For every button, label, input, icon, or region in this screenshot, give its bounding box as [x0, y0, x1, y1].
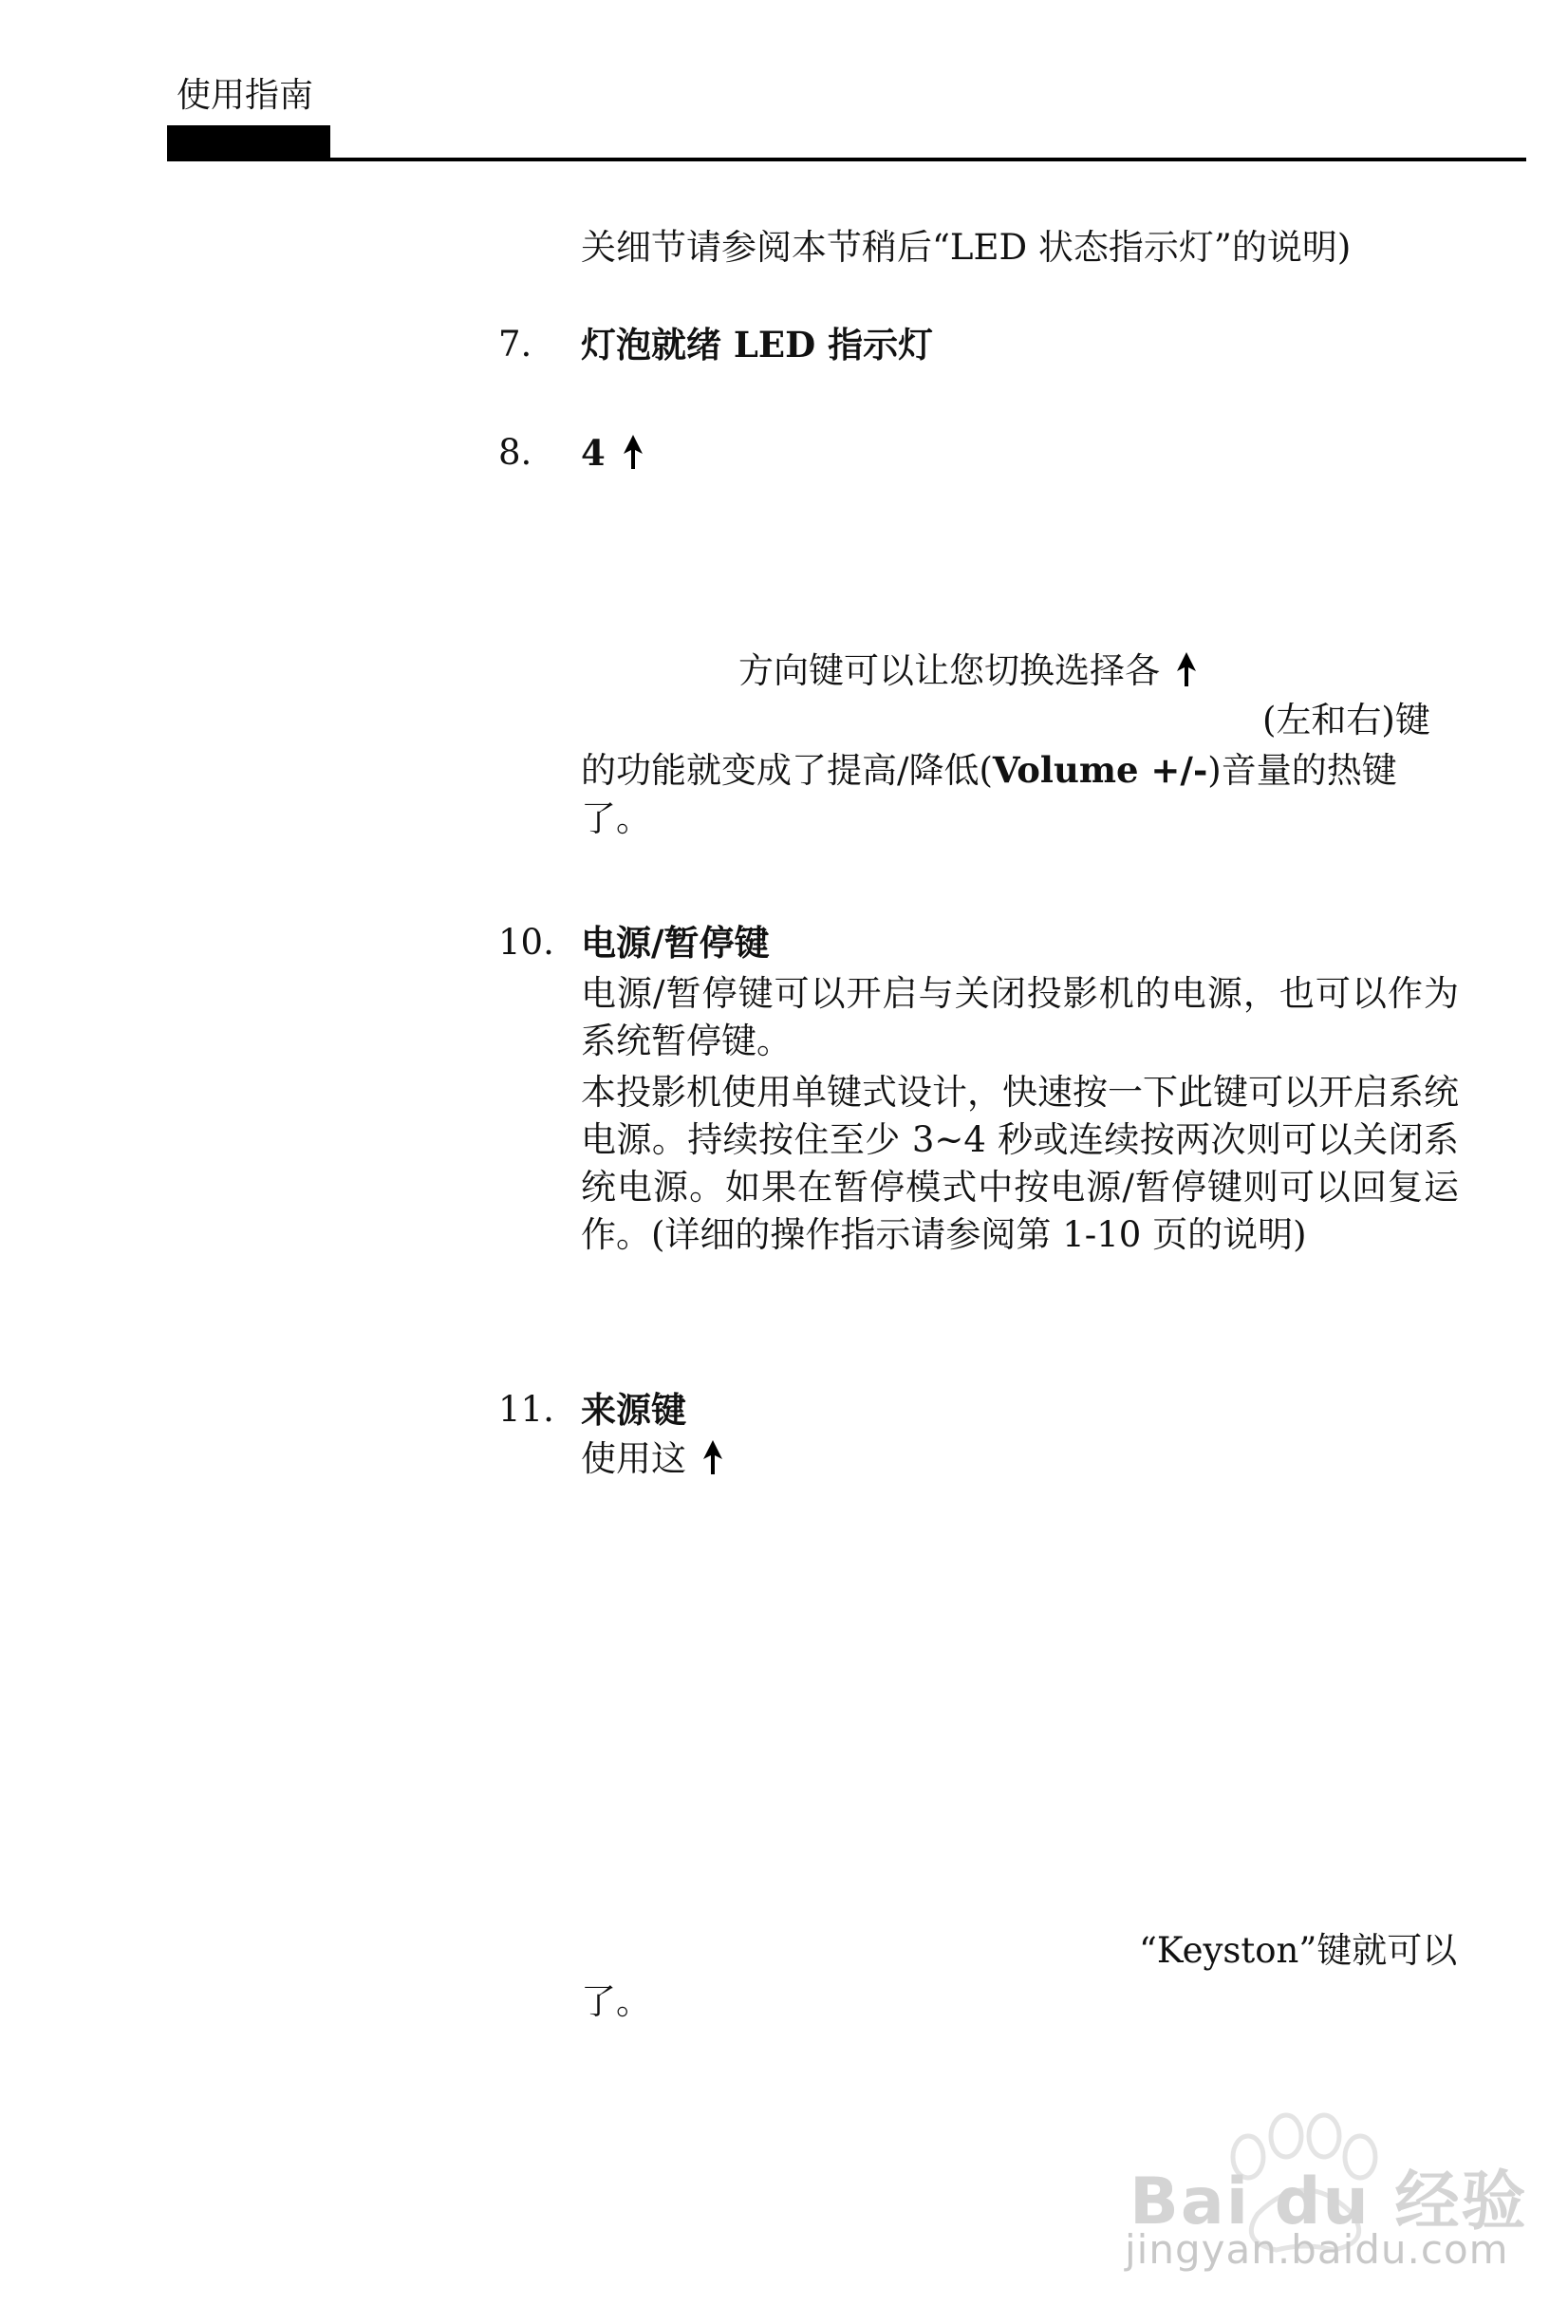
continuation-line: 关细节请参阅本节稍后“LED 状态指示灯”的说明): [581, 227, 1352, 268]
item-10-body-1: 电源/暂停键可以开启与关闭投影机的电源，也可以作为系统暂停键。: [581, 973, 1459, 1061]
item-8-line-3a: 的功能就变成了提高/降低(: [581, 750, 993, 791]
item-8-line-2: (左和右)键: [1262, 700, 1430, 740]
item-7-number: 7.: [498, 324, 532, 365]
header-rule: [330, 158, 1526, 161]
arrow-up-icon: [1175, 652, 1198, 686]
item-8-line-4: 了。: [581, 798, 651, 839]
item-11-title: 来源键: [581, 1389, 686, 1431]
item-10-title: 电源/暂停键: [581, 922, 770, 964]
item-8-number: 8.: [498, 432, 532, 473]
item-7-title: 灯泡就绪 LED 指示灯: [581, 324, 934, 365]
watermark-brand: Bai du 经验: [1129, 2165, 1528, 2240]
arrow-up-icon: [622, 435, 644, 469]
item-8-title-text: 4: [581, 432, 606, 474]
item-8-line-1-text: 方向键可以让您切换选择各: [738, 650, 1160, 691]
keystone-line-1: “Keyston”键就可以: [1139, 1930, 1458, 1971]
header-bar: [167, 125, 330, 161]
item-8-line-3c: )音量的热键: [1207, 750, 1397, 791]
item-10-number: 10.: [498, 922, 554, 963]
header-title: 使用指南: [177, 76, 314, 115]
item-8-line-1: [738, 647, 1198, 695]
item-11-body: [581, 1435, 724, 1483]
item-8-title: [581, 429, 644, 477]
keystone-line-2: 了。: [581, 1981, 651, 2022]
arrow-up-icon: [701, 1440, 724, 1474]
item-11-body-text: 使用这: [581, 1438, 686, 1479]
item-8-volume-label: Volume +/-: [992, 749, 1208, 791]
watermark-url: jingyan.baidu.com: [1125, 2226, 1509, 2273]
item-8-line-3: [581, 746, 1397, 795]
item-11-number: 11.: [498, 1389, 554, 1430]
item-10-body-2: 本投影机使用单键式设计，快速按一下此键可以开启系统电源。持续按住至少 3~4 秒或连续按两次则可以关闭系统电源。如果在暂停模式中按电源/暂停键则可以回复运作。(详细的操作指示请参阅第 1-10 页的说明): [581, 1072, 1459, 1255]
